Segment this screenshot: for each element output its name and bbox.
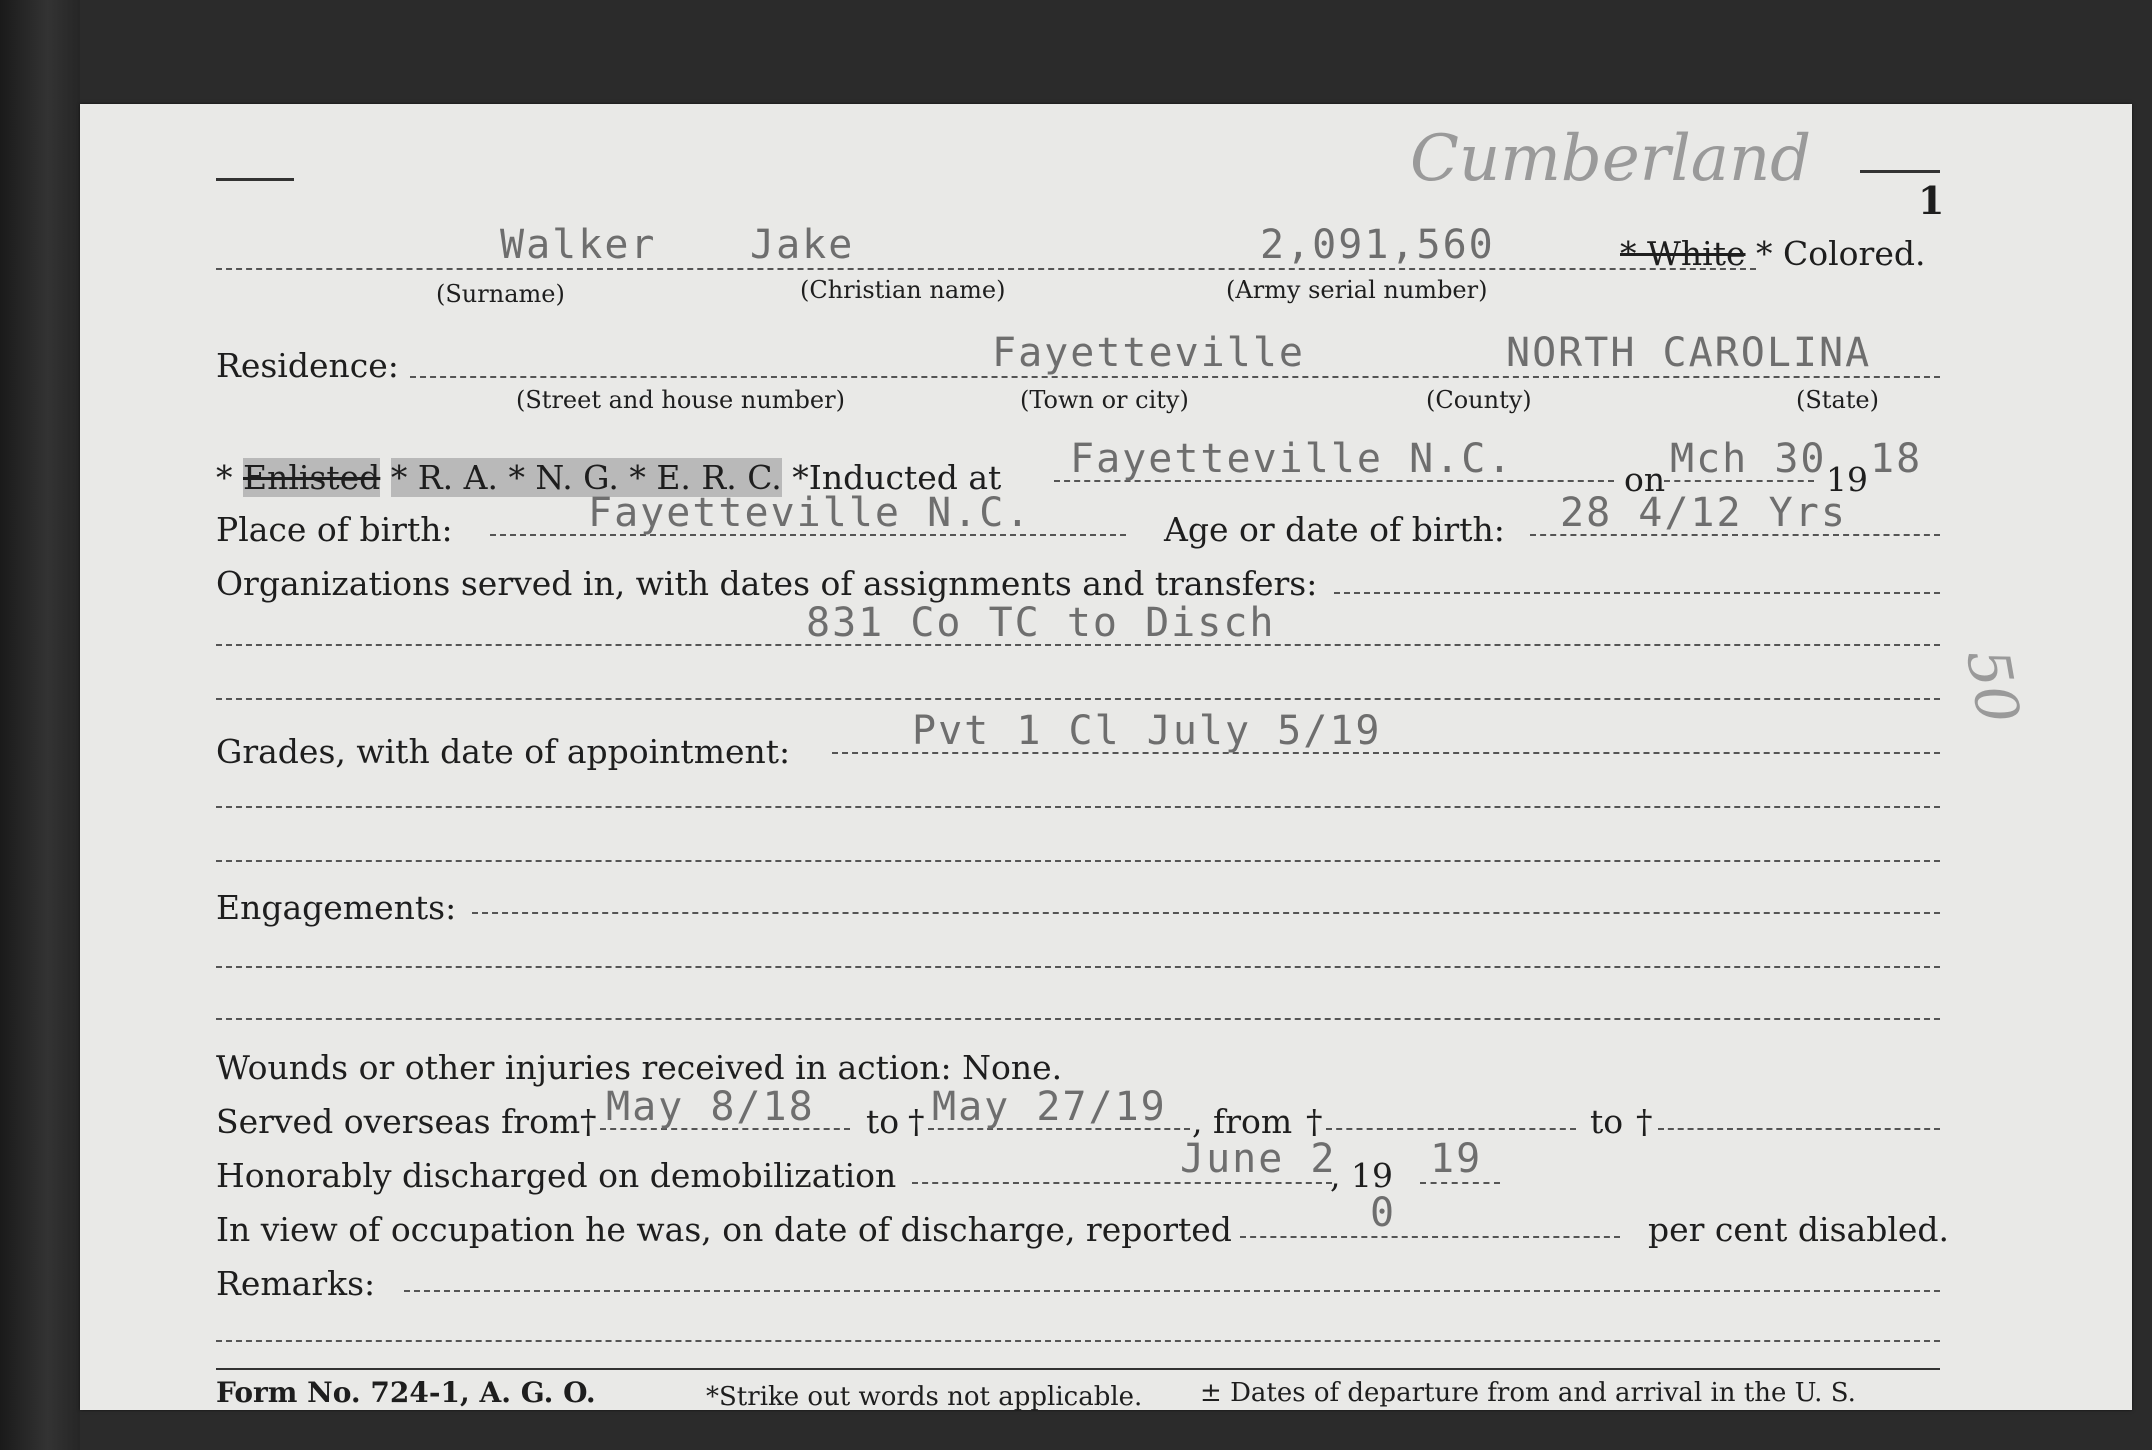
grades-line-2 [216,806,1940,808]
footer-rule [216,1368,1940,1370]
surname-caption: (Surname) [436,280,565,308]
handwritten-county-note: Cumberland [1410,122,1812,196]
form-number: Form No. 724-1, A. G. O. [216,1376,596,1409]
overseas-dagger-2: † [908,1102,925,1141]
discharge-year-line [1420,1182,1500,1184]
overseas-dagger-1: † [580,1102,597,1141]
card-number: 1 [1918,178,1945,223]
organizations-value: 831 Co TC to Disch [806,600,1276,646]
overseas-from2-line [1326,1128,1576,1130]
overseas-to2-label: to [1590,1102,1624,1141]
disability-value: 0 [1370,1190,1397,1236]
overseas-label: Served overseas from [216,1102,581,1141]
footer-note-dates-mark: ± [1200,1378,1222,1408]
overseas-to2-line [1658,1128,1940,1130]
race-white-option: * White [1620,234,1746,273]
grades-label: Grades, with date of appointment: [216,732,791,771]
organizations-label: Organizations served in, with dates of assignments and transfers: [216,564,1318,603]
residence-line [410,376,1940,378]
remarks-label: Remarks: [216,1264,376,1303]
inducted-label: *Inducted at [792,458,1002,497]
service-record-card [80,104,2132,1410]
footer-note-dates-text: Dates of departure from and arrival in the U. S. [1230,1378,1856,1408]
race-separator: * [1756,234,1773,273]
footer-note-strike: *Strike out words not applicable. [706,1382,1143,1412]
overseas-from2-label: , from [1192,1102,1293,1141]
wounds-row [216,1048,1062,1087]
state-caption: (State) [1796,386,1879,414]
street-caption: (Street and house number) [516,386,845,414]
remarks-line-2 [216,1340,1940,1342]
enlistment-row: * Enlisted * R. A. * N. G. * E. R. C. *Inducted at [216,458,1002,497]
inducted-at-value: Fayetteville N.C. [1070,436,1514,482]
grades-value: Pvt 1 Cl July 5/19 [912,708,1382,754]
overseas-dagger-4: † [1636,1102,1653,1141]
disability-label: In view of occupation he was, on date of discharge, reported [216,1210,1232,1249]
serial-number-value: 2,091,560 [1260,222,1495,268]
organizations-line-3 [216,698,1940,700]
overseas-to-label: to [866,1102,900,1141]
place-of-birth-value: Fayetteville N.C. [588,490,1032,536]
wounds-value: None. [962,1048,1063,1087]
age-label: Age or date of birth: [1164,510,1505,549]
overseas-to-value: May 27/19 [932,1084,1167,1130]
discharge-year-value: 19 [1430,1136,1483,1182]
disability-suffix: per cent disabled. [1648,1210,1950,1249]
induction-date-value: Mch 30 [1670,436,1827,482]
wounds-label: Wounds or other injuries received in action: [216,1048,952,1087]
discharge-date-value: June 2 [1180,1136,1337,1182]
engagements-line-1 [472,912,1940,914]
town-caption: (Town or city) [1020,386,1189,414]
overseas-from-value: May 8/18 [606,1084,815,1130]
age-value: 28 4/12 Yrs [1560,490,1847,536]
enlisted-option: Enlisted [243,458,381,497]
surname-value: Walker [500,222,657,268]
place-of-birth-label: Place of birth: [216,510,453,549]
organizations-line-1 [1334,592,1940,594]
top-right-rule [1860,170,1940,173]
overseas-dagger-3: † [1306,1102,1323,1141]
residence-town-value: Fayetteville [992,330,1305,376]
on-label: on [1624,460,1666,499]
name-line [216,268,1756,270]
induction-year-value: 18 [1870,436,1923,482]
engagements-line-3 [216,1018,1940,1020]
discharge-year-prefix: , 19 [1330,1156,1393,1195]
christian-name-caption: (Christian name) [800,276,1006,304]
induction-year-prefix: 19 [1826,460,1868,499]
scanner-edge [0,0,80,1450]
race-colored-option: Colored. [1783,234,1926,273]
discharge-date-line [912,1182,1332,1184]
engagements-label: Engagements: [216,888,457,927]
enlistment-options: * R. A. * N. G. * E. R. C. [390,458,782,497]
residence-label: Residence: [216,346,399,385]
remarks-line-1 [404,1290,1940,1292]
footer-note-dates [1200,1378,1856,1408]
county-caption: (County) [1426,386,1532,414]
handwritten-margin-mark: 50 [1953,643,2033,729]
top-left-rule [216,178,294,181]
discharge-label: Honorably discharged on demobilization [216,1156,897,1195]
grades-line-3 [216,860,1940,862]
disability-line [1240,1236,1620,1238]
engagements-line-2 [216,966,1940,968]
serial-number-caption: (Army serial number) [1226,276,1488,304]
race-field [1620,234,1925,273]
residence-state-value: NORTH CAROLINA [1506,330,1872,376]
christian-name-value: Jake [750,222,855,268]
